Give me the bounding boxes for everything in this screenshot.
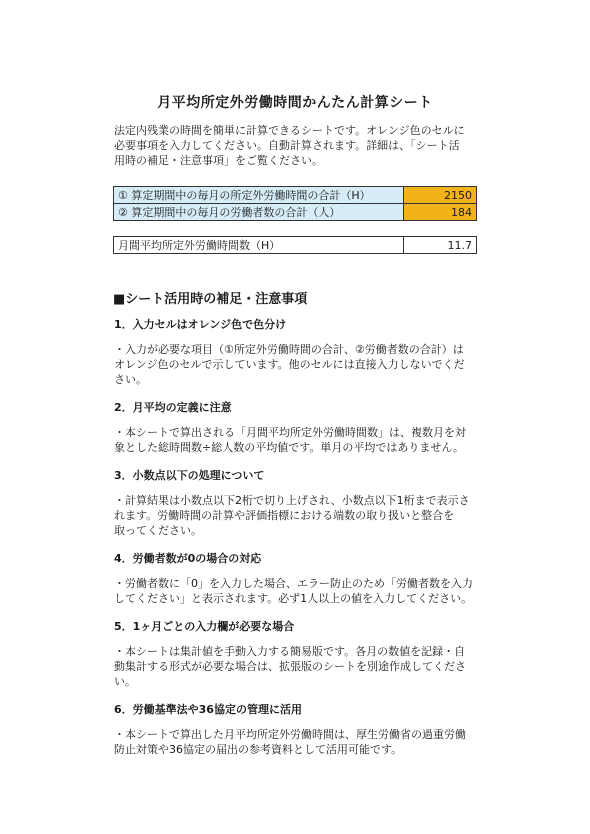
result-table: [113, 236, 477, 254]
note-heading: 6．労働基準法や36協定の管理に活用: [114, 703, 302, 716]
note-heading: 1．入力セルはオレンジ色で色分け: [114, 318, 287, 331]
page-title: 月平均所定外労働時間かんたん計算シート: [157, 95, 433, 111]
note-item: [114, 550, 480, 606]
input-row-hours: [114, 187, 477, 204]
input-cell-hours[interactable]: 2150: [404, 187, 477, 204]
note-heading: 3．小数点以下の処理について: [114, 469, 265, 482]
notes-heading: ■シート活用時の補足・注意事項: [113, 292, 308, 307]
intro-text: 法定内残業の時間を簡単に計算できるシートです。オレンジ色のセルに 必要事項を入力してください。自動計算されます。詳細は、「シート活 用時の補足・注意事項」をご覧ください。: [114, 124, 465, 167]
result-label: 月間平均所定外労働時間数（H）: [114, 237, 404, 254]
note-heading: 4．労働者数が0の場合の対応: [114, 552, 262, 565]
input-row-workers: [114, 204, 477, 221]
note-heading: 2．月平均の定義に注意: [114, 401, 232, 414]
note-item: [114, 618, 480, 689]
note-item: [114, 399, 480, 455]
note-body: ・入力が必要な項目（①所定外労働時間の合計、②労働者数の合計）は オレンジ色のセルで示しています。他のセルには直接入力しないでくだ さい。: [114, 343, 465, 386]
note-item: [114, 316, 480, 387]
result-value: 11.7: [404, 237, 477, 254]
note-body: ・本シートで算出される「月間平均所定外労働時間数」は、複数月を対 象とした総時間数÷総人数の平均値です。単月の平均ではありません。: [114, 426, 466, 454]
note-body: ・本シートで算出した月平均所定外労働時間は、厚生労働省の過重労働 防止対策や36協定の届出の参考資料として活用可能です。: [114, 728, 466, 756]
note-item: [114, 701, 480, 757]
input-label-hours: ① 算定期間中の毎月の所定外労働時間の合計（H）: [114, 187, 404, 204]
input-label-workers: ② 算定期間中の毎月の労働者数の合計（人）: [114, 204, 404, 221]
input-cell-workers[interactable]: 184: [404, 204, 477, 221]
note-body: ・本シートは集計値を手動入力する簡易版です。各月の数値を記録・自 動集計する形式が必要な場合は、拡張版のシートを別途作成してくださ い。: [114, 645, 466, 688]
note-heading: 5．1ヶ月ごとの入力欄が必要な場合: [114, 620, 295, 633]
result-row: [114, 237, 477, 254]
input-table: [113, 186, 477, 221]
note-body: ・計算結果は小数点以下2桁で切り上げされ、小数点以下1桁まで表示さ れます。労働時間の計算や評価指標における端数の取り扱いと整合を 取ってください。: [114, 494, 470, 537]
notes-list: [114, 316, 480, 769]
note-body: ・労働者数に「0」を入力した場合、エラー防止のため「労働者数を入力 してください」と表示されます。必ず1人以上の値を入力してください。: [114, 577, 473, 605]
note-item: [114, 467, 480, 538]
